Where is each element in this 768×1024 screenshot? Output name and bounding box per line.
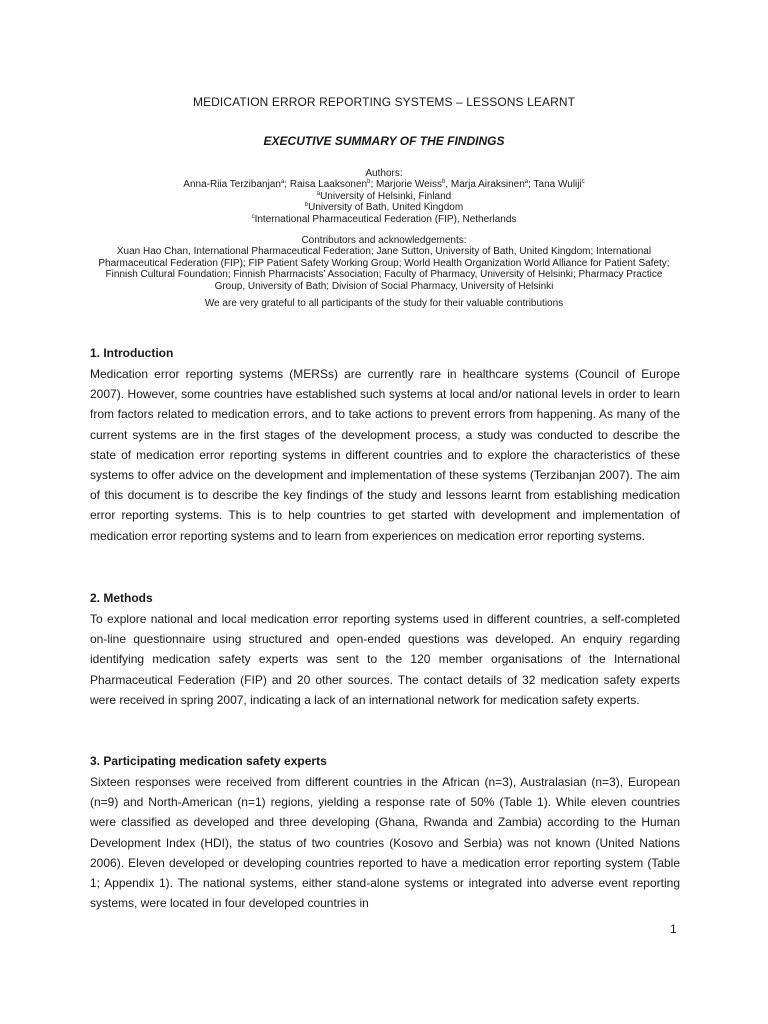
contributors-block (80, 235, 688, 292)
section-heading: 3. Participating medication safety experts (90, 754, 327, 768)
authors-list: Anna-Riia Terzibanjan$^a$; Raisa Laaksonen$^b$; Marjorie Weiss$^b$, Marja Airaksinen$^a$; Tana Wuliji$^c$ (183, 179, 585, 191)
gratitude-note: We are very grateful to all participants of the study for their valuable contributions (204, 298, 564, 309)
author-name: Tana Wuliji (533, 179, 582, 191)
affiliation-list (80, 191, 688, 225)
authors-block (80, 168, 688, 225)
affiliation-mark: a (316, 190, 321, 197)
affiliation-mark: a (524, 179, 529, 186)
author-name: Anna-Riia Terzibanjan (183, 179, 281, 191)
affiliation-mark: a (280, 179, 285, 186)
affiliation-text: International Pharmaceutical Federation (FIP), Netherlands (254, 213, 517, 225)
section-body: To explore national and local medication error reporting systems used in different countries, a self-completed on-line questionnaire using structured and open-ended questions was developed. An enquiry regarding identifying medication safety experts was sent to the 120 member organisations of the International Pharmaceutical Federation (FIP) and 20 other sources. The contact details of 32 medication safety experts were received in spring 2007, indicating a lack of an international network for medication safety experts. (90, 612, 680, 707)
contributors-line: Finnish Cultural Foundation; Finnish Pharmacists’ Association; Faculty of Pharmacy, University of Helsinki; Pharmacy Practice (105, 269, 663, 281)
contributors-heading: Contributors and acknowledgements: (301, 235, 467, 246)
section-methods (90, 590, 680, 710)
affiliation-mark: b (441, 179, 446, 186)
author-name: Marja Airaksinen (450, 179, 525, 191)
section-body: Sixteen responses were received from different countries in the African (n=3), Australasian (n=3), European (n=9) and North-American (n=1) regions, yielding a response rate of 50% (Table 1). While eleven countries were classified as developed and three developing (Ghana, Rwanda and Zambia) according to the Human Development Index (HDI), the status of two countries (Kosovo and Serbia) was not known (United Nations 2006). Eleven developed or developing countries reported to have a medication error reporting system (Table 1; Appendix 1). The national systems, either stand-alone systems or integrated into adverse event reporting systems, were located in four developed countries in (90, 775, 680, 911)
section-heading: 1. Introduction (90, 346, 174, 360)
affiliation-mark: c (581, 179, 585, 186)
contributors-line: Group, University of Bath; Division of Social Pharmacy, University of Helsinki (214, 280, 554, 292)
section-heading: 2. Methods (90, 591, 153, 605)
authors-heading: Authors: (365, 168, 403, 179)
author-name: Marjorie Weiss (376, 179, 442, 191)
affiliation-line (80, 191, 688, 202)
section-participating-experts (90, 753, 680, 913)
document-title: MEDICATION ERROR REPORTING SYSTEMS – LESSONS LEARNT (192, 95, 576, 109)
section-body: Medication error reporting systems (MERSs) are currently rare in healthcare systems (Council of Europe 2007). However, some countries have established such systems at local and/or national levels in order to learn from factors related to medication errors, and to take actions to prevent errors from happening. As many of the current systems are in the first stages of the development process, a study was conducted to describe the state of medication error reporting systems in different countries and to explore the characteristics of these systems to offer advice on the development and implementation of these systems (Terzibanjan 2007). The aim of this document is to describe the key findings of the study and lessons learnt from establishing medication error reporting systems. This is to help countries to get started with development and implementation of medication error reporting systems and to learn from experiences on medication error reporting systems. (90, 367, 680, 543)
author-name: Raisa Laaksonen (289, 179, 368, 191)
contributors-line: Xuan Hao Chan, International Pharmaceutical Federation; Jane Sutton, University of Bath, United Kingdom; International (116, 246, 652, 258)
affiliation-text: University of Helsinki, Finland (320, 190, 452, 202)
affiliation-line (80, 214, 688, 225)
section-introduction (90, 345, 680, 546)
affiliation-text: University of Bath, United Kingdom (308, 202, 464, 214)
affiliation-mark: c (251, 213, 255, 220)
affiliation-mark: b (304, 202, 309, 209)
affiliation-mark: b (367, 179, 371, 186)
page-number: 1 (670, 922, 677, 936)
document-subtitle: EXECUTIVE SUMMARY OF THE FINDINGS (263, 134, 505, 148)
affiliation-line (80, 202, 688, 213)
contributors-line: Pharmaceutical Federation (FIP); FIP Patient Safety Working Group; World Health Organization World Alliance for Patient Safety; (98, 257, 670, 269)
